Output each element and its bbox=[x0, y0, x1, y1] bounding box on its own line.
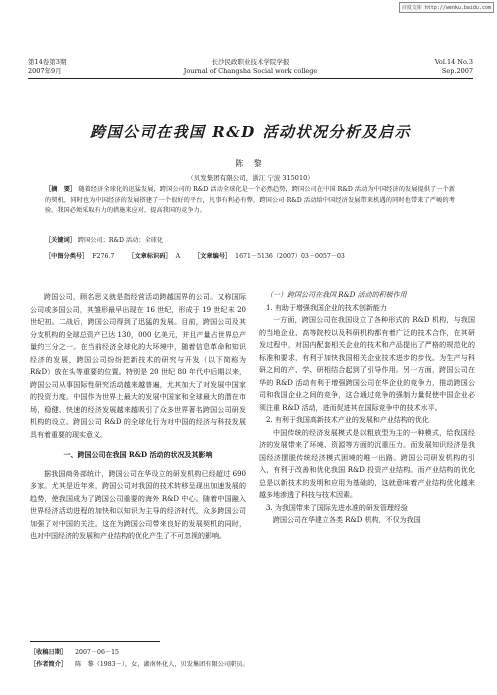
article-title: 跨国公司在我国 R&D 活动状况分析及启示 bbox=[90, 123, 411, 141]
issue-date: 2007年9月 bbox=[28, 67, 62, 75]
point-heading-1: 1. 有助于增强我国企业的技术创新能力 bbox=[266, 303, 387, 312]
section-heading-1: 一、跨国公司在我国 R&D 活动的状况及其影响 bbox=[63, 450, 213, 459]
received-value: 2007－06－15 bbox=[75, 649, 119, 656]
watermark-stamp: 百度文库 http://wenku.baidu.com bbox=[399, 2, 494, 13]
doc-code-value: A bbox=[175, 253, 181, 260]
clc-value: F276.7 bbox=[92, 253, 115, 260]
author-affiliation: （贝发集团有限公司，浙江 宁波 315010） bbox=[187, 174, 314, 182]
journal-name-cn: 长沙民政职业技术学院学报 bbox=[211, 58, 290, 66]
article-id-value: 1671－5136（2007）03－0057－03 bbox=[235, 253, 345, 260]
received-tag: ［收稿日期］ bbox=[30, 649, 68, 656]
point3-paragraph: 跨国公司在华建立各类 R&D 机构，不仅为我国 bbox=[273, 516, 421, 524]
author-bio bbox=[30, 659, 249, 668]
keywords-tag: ［关键词］ bbox=[45, 237, 76, 244]
issue-volume-en: Vol.14 No.3 bbox=[434, 58, 473, 66]
header-divider bbox=[28, 78, 473, 79]
abstract-text: 随着经济全球化的迅猛发展，跨国公司的 R&D 活动全球化是一个必然趋势，跨国公司在中国 R&D 活动为中国经济的发展提供了一个新的契机，同时也为中国经济的发展搭建了一个很好的平台，凡事有利必有弊，跨国公司 R&D 活动给中国经济发展带来机遇的同时也带来了严峻的考验。我国必须采取有力的措施来应对，提高我国的竞争力。 bbox=[45, 186, 456, 214]
received-date bbox=[30, 647, 119, 656]
point-heading-3: 3. 为我国带来了国际先进水准的研发管理经验 bbox=[266, 503, 408, 512]
issue-info-en bbox=[435, 58, 473, 76]
section1-paragraph: 据我国商务部统计，跨国公司在华设立的研发机构已经超过 690 多家。尤其是近年来，跨国公司对我国的技术转移呈现出加速发展的趋势，使我国成为了跨国公司重要的海外 R&D 中心。随着中国融入世界经济活动进程的加快和以知识为主导的经济时代，众多跨国公司加强了对中国的关注。这在为跨国公司带来良好的发展契机的同时，也对中国经济的发展和产业结构的优化产生了不可忽视的影响。 bbox=[30, 469, 246, 540]
subsection-heading: （一）跨国公司在我国 R&D 活动的积极作用 bbox=[266, 291, 407, 299]
keywords bbox=[45, 235, 455, 244]
author-bio-value: 陈 黎（1983－），女，湖南怀化人，贝发集团有限公司职员。 bbox=[75, 661, 249, 668]
author-bio-tag: ［作者简介］ bbox=[30, 661, 68, 668]
body-column-left bbox=[30, 291, 246, 543]
abstract-tag: ［摘 要］ bbox=[45, 186, 77, 193]
clc-tag: ［中图分类号］ bbox=[45, 253, 89, 260]
journal-name-en: Journal of Changsha Social work college bbox=[183, 67, 318, 75]
footnote-divider bbox=[30, 641, 160, 642]
point-heading-2: 2. 有利于我国高新技术产业的发展和产业结构的优化 bbox=[266, 416, 429, 424]
keywords-text: 跨国公司；R&D 活动；全球化 bbox=[77, 237, 164, 244]
author-name: 陈 黎 bbox=[235, 159, 266, 168]
doc-code-tag: ［文章标识码］ bbox=[128, 253, 172, 260]
issue-volume: 第14卷第3期 bbox=[28, 58, 67, 66]
point2-paragraph: 中国传统的经济发展模式是以粗放型为主的一种模式，给我国经济的发展带来了环境、资源等方面的沉重压力。而发展知识经济是我国经济摆脱传统经济模式困境的唯一出路。跨国公司研发机构的引入，有利于改善和优化我国 R&D 投资产业结构。而产业结构的优化总是以新技术的发明和应用为基础的，这就意味着产业结构优化越来越多地渗透了科技与技术因素。 bbox=[259, 428, 475, 499]
classification-line bbox=[45, 251, 465, 260]
abstract bbox=[45, 185, 455, 217]
body-column-right bbox=[259, 289, 475, 527]
journal-name bbox=[28, 58, 473, 76]
issue-date-en: Sep.2007 bbox=[441, 67, 473, 75]
point1-paragraph: 一方面，跨国公司在我国设立了各种形式的 R&D 机构，与我国的当地企业、高等院校以及科研机构都有着广泛的技术合作，在其研发过程中，对国内配套相关企业的技术和产品提出了严格的规范化的标准和要求，有利于加快我国相关企业技术进步的步伐。为生产与科研之间的产、学、研相结合起到了引导作用。另一方面，跨国公司在华的 R&D 活动有利于增强跨国公司在华企业的竞争力，推动跨国公司和我国企业之间的竞争，这合通过竞争的强制力量促使中国企业必须注重 R&D 活动，进而促进其在国际竞争中的技术水平。 bbox=[259, 316, 475, 412]
intro-paragraph: 跨国公司，顾名思义就是指经营活动跨越国界的公司。又称国际公司或多国公司，其雏形最早出现在 16 世纪，形成于 19 世纪末 20 世纪初。二战后，跨国公司得到了迅猛的发展。目前，跨国公司及其分支机构的全球总资产已达 130，000 亿美元，并且产量占世界总产量约三分之一。在当前经济全球化的大环境中，随着信息革命和知识经济的发展，跨国公司纷纷把新技术的研究与开发（以下简称为 R&D）放在头等重要的位置。特别是 20 世纪 80 年代中后期以来，跨国公司从事国际性研究活动越来越普遍，尤其加大了对发展中国家的投资力度。中国作为世界上最大的发展中国家和全球最大的潜在市场，稳健、快速的经济发展越来越吸引了众多世界著名跨国公司研发机构的设立。跨国公司 R&D 的全球化行为对中国的经济与科技发展具有着重要的现实意义。 bbox=[30, 293, 246, 439]
article-id-tag: ［文章编号］ bbox=[194, 253, 232, 260]
